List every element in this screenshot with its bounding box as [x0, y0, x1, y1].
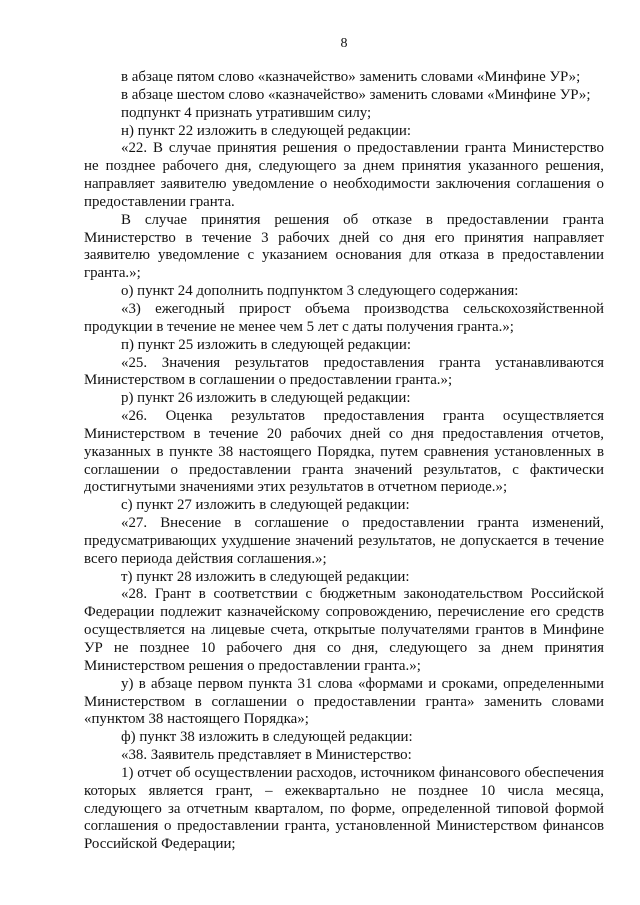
- paragraph-8: «3) ежегодный прирост объема производства сельскохозяйственной продукции в течение не менее чем 5 лет с даты получения гранта.»;: [84, 300, 604, 335]
- paragraph-11: р) пункт 26 изложить в следующей редакции:: [121, 390, 411, 407]
- paragraph-12: «26. Оценка результатов предоставления гранта осуществляется Министерством в течение 20 рабочих дней со дня предоставления отчетов, указанных в пункте 38 настоящего Порядка, путем сравнения установленных в соглашении о предоставлении гранта значений результатов, с фактически достигнутыми значениями этих результатов в отчетном периоде.»;: [84, 408, 604, 496]
- paragraph-17: у) в абзаце первом пункта 31 слова «формами и сроками, определенными Министерством в соглашении о предоставлении гранта» заменить словами «пунктом 38 настоящего Порядка»;: [84, 675, 604, 728]
- paragraph-7: о) пункт 24 дополнить подпунктом 3 следующего содержания:: [121, 283, 519, 300]
- paragraph-3: подпункт 4 признать утратившим силу;: [121, 104, 372, 121]
- document-body: [84, 69, 604, 854]
- paragraph-19: «38. Заявитель представляет в Министерство:: [121, 747, 412, 764]
- page-number: 8: [340, 36, 348, 51]
- paragraph-4: н) пункт 22 изложить в следующей редакции:: [121, 122, 411, 139]
- paragraph-5: «22. В случае принятия решения о предоставлении гранта Министерство не позднее рабочего дня, следующего за днем принятия указанного решения, направляет заявителю уведомление о необходимости заключения соглашения о предоставлении гранта.: [84, 140, 604, 210]
- paragraph-13: с) пункт 27 изложить в следующей редакции:: [121, 497, 410, 514]
- paragraph-2: в абзаце шестом слово «казначейство» заменить словами «Минфине УР»;: [121, 86, 591, 103]
- paragraph-9: п) пункт 25 изложить в следующей редакции:: [121, 336, 411, 353]
- paragraph-16: «28. Грант в соответствии с бюджетным законодательством Российской Федерации подлежит казначейскому сопровождению, перечисление его средств осуществляется на лицевые счета, открытые получателями грантов в Минфине УР не позднее 10 рабочего дня со дня, следующего за днем принятия Министерством решения о предоставлении гранта.»;: [84, 586, 604, 674]
- paragraph-20: 1) отчет об осуществлении расходов, источником финансового обеспечения которых является грант, – ежеквартально не позднее 10 числа месяца, следующего за отчетным кварталом, по форме, определенной типовой формой соглашения о предоставлении гранта, установленной Министерством финансов Российской Федерации;: [84, 764, 604, 853]
- paragraph-14: «27. Внесение в соглашение о предоставлении гранта изменений, предусматривающих ухудшение значений результатов, не допускается в течение всего периода действия соглашения.»;: [84, 515, 604, 567]
- paragraph-10: «25. Значения результатов предоставления гранта устанавливаются Министерством в соглашении о предоставлении гранта.»;: [84, 354, 604, 389]
- paragraph-18: ф) пункт 38 изложить в следующей редакции:: [121, 729, 413, 746]
- paragraph-15: т) пункт 28 изложить в следующей редакции:: [121, 568, 410, 585]
- paragraph-1: в абзаце пятом слово «казначейство» заменить словами «Минфине УР»;: [121, 69, 581, 85]
- paragraph-6: В случае принятия решения об отказе в предоставлении гранта Министерство в течение 3 рабочих дней со дня его принятия направляет заявителю уведомление с указанием основания для отказа в предоставлении гранта.»;: [84, 211, 604, 282]
